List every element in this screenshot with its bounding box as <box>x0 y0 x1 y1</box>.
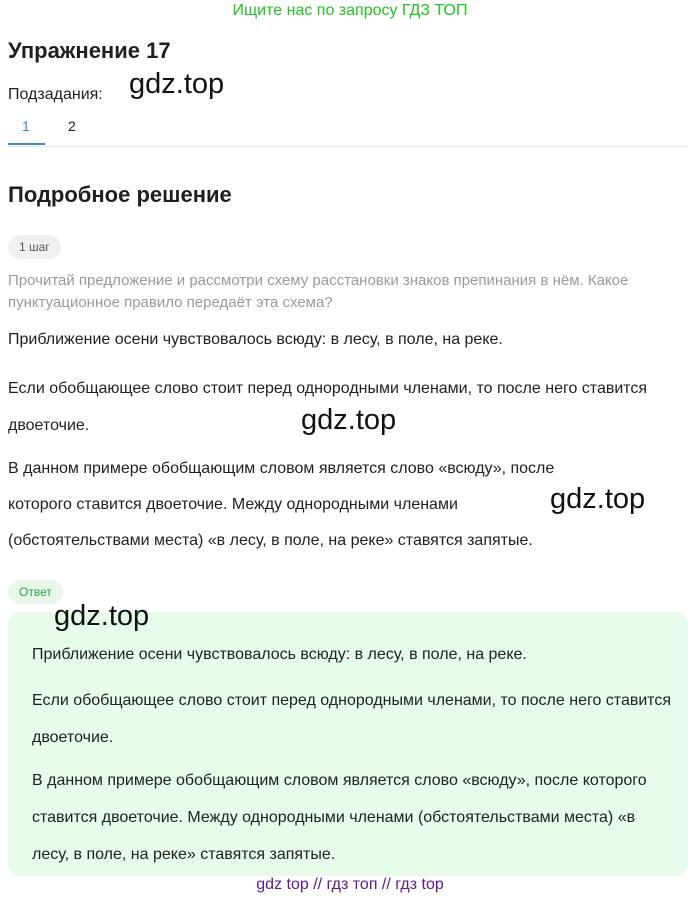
solution-paragraph: Если обобщающее слово стоит перед однородными членами, то после него ставится двоеточие. <box>8 380 648 434</box>
watermark: gdz.top <box>301 404 397 436</box>
task-text: Прочитай предложение и рассмотри схему расстановки знаков препинания в нём. Какое пунктуационное правило передаёт эта схема? <box>8 272 629 311</box>
subtasks-label: Подзадания: <box>8 86 103 103</box>
tab-subtask-2[interactable]: 2 <box>68 118 76 134</box>
solution-heading: Подробное решение <box>8 182 232 207</box>
solution-paragraph: В данном примере обобщающим словом является слово «всюду», после которого ставится двоеточие. Между однородными членами (обстоятельствами места) «в лесу, в поле, на реке» ставятся запятые. <box>8 460 555 549</box>
answer-paragraph: В данном примере обобщающим словом является слово «всюду», после которого ставится двоеточие. Между однородными членами (обстоятельствами места) «в лесу, в поле, на реке» ставятся запятые. <box>32 772 647 863</box>
answer-box <box>8 612 688 876</box>
page-title: Упражнение 17 <box>8 38 171 63</box>
footer-links[interactable]: gdz top // гдз топ // гдз top <box>256 876 444 893</box>
solution-paragraph: Приближение осени чувствовалось всюду: в лесу, в поле, на реке. <box>8 331 503 348</box>
promo-banner[interactable]: Ищите нас по запросу ГДЗ ТОП <box>232 2 468 19</box>
watermark: gdz.top <box>54 600 150 632</box>
watermark: gdz.top <box>550 483 646 515</box>
active-tab-indicator <box>8 143 45 145</box>
step-badge: 1 шаг <box>8 235 61 259</box>
tab-subtask-1[interactable]: 1 <box>22 118 30 134</box>
answer-badge: Ответ <box>8 580 63 604</box>
answer-paragraph: Если обобщающее слово стоит перед однородными членами, то после него ставится двоеточие. <box>32 692 672 746</box>
answer-paragraph: Приближение осени чувствовалось всюду: в лесу, в поле, на реке. <box>32 646 527 663</box>
watermark: gdz.top <box>129 68 225 100</box>
tabs-divider <box>8 146 688 147</box>
